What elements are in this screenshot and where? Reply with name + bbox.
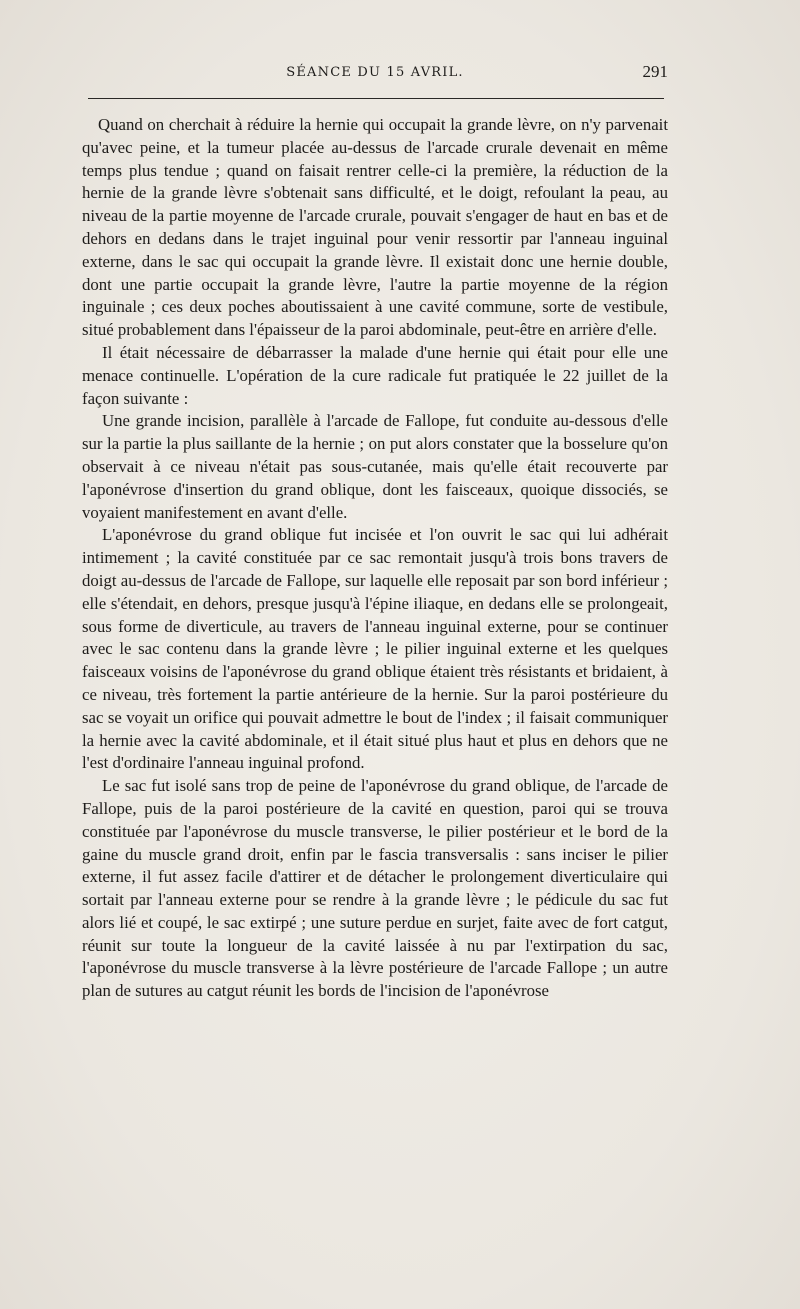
running-head: SÉANCE DU 15 AVRIL. xyxy=(286,65,464,80)
header-rule xyxy=(88,98,664,99)
paragraph-3: Une grande incision, parallèle à l'arcade de Fallope, fut conduite au-dessous d'elle sur la partie la plus saillante de la hernie ; on put alors constater que la bosselure qu'on observait à ce niveau n'était pas sous-cutanée, mais qu'elle était recouverte par l'aponévrose d'insertion du grand oblique, dont les faisceaux, quoique dissociés, se voyaient manifestement en avant d'elle. xyxy=(82,411,668,522)
paragraph-5: Le sac fut isolé sans trop de peine de l'aponévrose du grand oblique, de l'arcade de Fallope, puis de la paroi postérieure de la cavité en question, paroi qui se trouva constituée par l'aponévrose du muscle transverse, le pilier postérieur et le bord de la gaine du muscle grand droit, enfin par le fascia transversalis : sans inciser le pilier externe, il fut assez facile d'attirer et de détacher le prolongement diverticulaire qui sortait par l'anneau externe pour se rendre à la grande lèvre ; le pédicule du sac fut alors lié et coupé, le sac extirpé ; une suture perdue en surjet, faite avec de fort catgut, réunit sur toute la longueur de la cavité laissée à nu par l'extirpation du sac, l'aponévrose du muscle transverse à la lèvre postérieure de l'arcade Fallope ; un autre plan de sutures au catgut réunit les bords de l'incision de l'aponévrose xyxy=(82,776,668,1001)
paragraph-1: Quand on cherchait à réduire la hernie qui occupait la grande lèvre, on n'y parvenait qu'avec peine, et la tumeur placée au-dessus de l'arcade crurale devenait en même temps plus tendue ; quand on faisait rentrer celle-ci la première, la réduction de la hernie de la grande lèvre s'obtenait sans difficulté, et le doigt, refoulant la peau, au niveau de la partie moyenne de l'arcade crurale, pouvait s'engager de haut en bas et de dehors en dedans dans le trajet inguinal pour venir ressortir par l'anneau inguinal externe, dans le sac qui occupait la grande lèvre. Il existait donc une hernie double, dont une partie occupait la grande lèvre, l'autre la partie moyenne de la région inguinale ; ces deux poches aboutissaient à une cavité commune, sorte de vestibule, situé probablement dans l'épaisseur de la paroi abdominale, peut-être en arrière d'elle. xyxy=(82,115,668,340)
body-text xyxy=(82,114,668,1003)
page-header xyxy=(82,63,668,87)
paragraph-2: Il était nécessaire de débarrasser la malade d'une hernie qui était pour elle une menace continuelle. L'opération de la cure radicale fut pratiquée le 22 juillet de la façon suivante : xyxy=(82,342,668,408)
paragraph-4: L'aponévrose du grand oblique fut incisée et l'on ouvrit le sac qui lui adhérait intimement ; la cavité constituée par ce sac remontait jusqu'à trois bons travers de doigt au-dessus de l'arcade de Fallope, sur laquelle elle reposait par son bord inférieur ; elle s'étendait, en dehors, presque jusqu'à l'épine iliaque, en dedans elle se prolongeait, sous forme de diverticule, au travers de l'anneau inguinal externe, pour se continuer avec le sac contenu dans la grande lèvre ; le pilier inguinal externe et les quelques faisceaux voisins de l'aponévrose du grand oblique étaient très résistants et bridaient, à ce niveau, très fortement la partie antérieure de la hernie. Sur la paroi postérieure du sac se voyait un orifice qui pouvait admettre le bout de l'index ; il faisait communiquer la hernie avec la cavité abdominale, et il était situé plus haut et plus en dehors que ne l'est d'ordinaire l'anneau inguinal profond. xyxy=(82,525,668,773)
page-number: 291 xyxy=(642,62,668,81)
